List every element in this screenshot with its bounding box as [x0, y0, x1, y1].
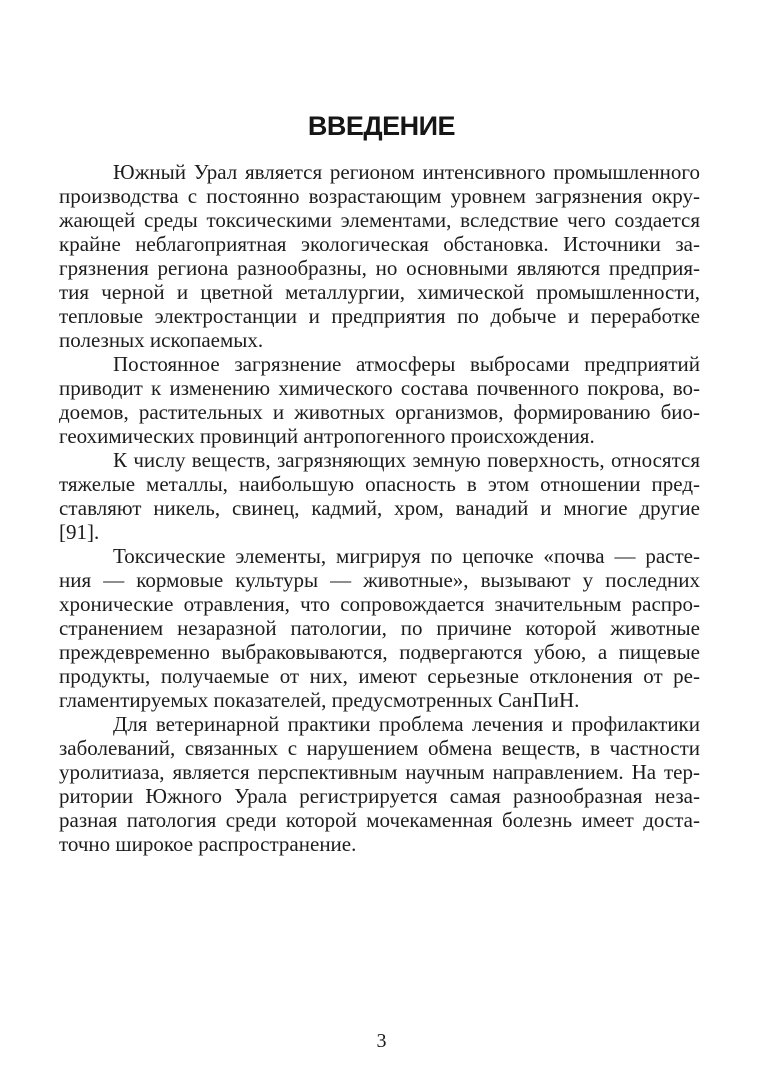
- text-line: тия черной и цветной металлургии, химической промышленности,: [59, 280, 700, 304]
- text-line: тяжелые металлы, наибольшую опасность в этом отношении пред-: [59, 472, 700, 496]
- text-line: странением незаразной патологии, по причине которой животные: [59, 616, 700, 640]
- text-line: разная патология среди которой мочекаменная болезнь имеет доста-: [59, 808, 700, 832]
- text-line: заболеваний, связанных с нарушением обмена веществ, в частности: [59, 736, 700, 760]
- paragraph: [59, 160, 700, 352]
- text-line: жающей среды токсическими элементами, вследствие чего создается: [59, 208, 700, 232]
- paragraph: [59, 712, 700, 856]
- text-line: Токсические элементы, мигрируя по цепочке «почва — расте-: [113, 544, 700, 568]
- paragraph: [59, 448, 700, 544]
- text-line: грязнения региона разнообразны, но основными являются предприя-: [59, 256, 700, 280]
- text-line: [91].: [59, 520, 100, 544]
- text-line: Постоянное загрязнение атмосферы выбросами предприятий: [113, 352, 700, 376]
- text-line: уролитиаза, является перспективным научным направлением. На тер-: [59, 760, 700, 784]
- text-line: приводит к изменению химического состава почвенного покрова, во-: [59, 376, 700, 400]
- text-line: ставляют никель, свинец, кадмий, хром, ванадий и многие другие: [59, 496, 700, 520]
- text-line: тепловые электростанции и предприятия по добыче и переработке: [59, 304, 700, 328]
- text-line: ния — кормовые культуры — животные», вызывают у последних: [59, 568, 700, 592]
- text-line: преждевременно выбраковываются, подвергаются убою, а пищевые: [59, 640, 700, 664]
- text-line: полезных ископаемых.: [59, 328, 264, 352]
- text-line: доемов, растительных и животных организмов, формированию био-: [59, 400, 700, 424]
- text-line: крайне неблагоприятная экологическая обстановка. Источники за-: [59, 232, 700, 256]
- text-line: продукты, получаемые от них, имеют серьезные отклонения от ре-: [59, 664, 700, 688]
- text-line: Южный Урал является регионом интенсивного промышленного: [113, 160, 700, 184]
- text-line: ритории Южного Урала регистрируется самая разнообразная неза-: [59, 784, 700, 808]
- text-line: гламентируемых показателей, предусмотренных СанПиН.: [59, 688, 580, 712]
- page-title: ВВЕДЕНИЕ: [307, 111, 456, 141]
- text-line: геохимических провинций антропогенного происхождения.: [59, 424, 595, 448]
- paragraph: [59, 544, 700, 712]
- text-line: хронические отравления, что сопровождается значительным распро-: [59, 592, 700, 616]
- text-line: производства с постоянно возрастающим уровнем загрязнения окру-: [59, 184, 700, 208]
- text-line: К числу веществ, загрязняющих земную поверхность, относятся: [113, 448, 700, 472]
- page-number: 3: [376, 1030, 387, 1052]
- body-text: [59, 160, 700, 856]
- paragraph: [59, 352, 700, 448]
- text-line: точно широкое распространение.: [59, 832, 357, 856]
- text-line: Для ветеринарной практики проблема лечения и профилактики: [113, 712, 700, 736]
